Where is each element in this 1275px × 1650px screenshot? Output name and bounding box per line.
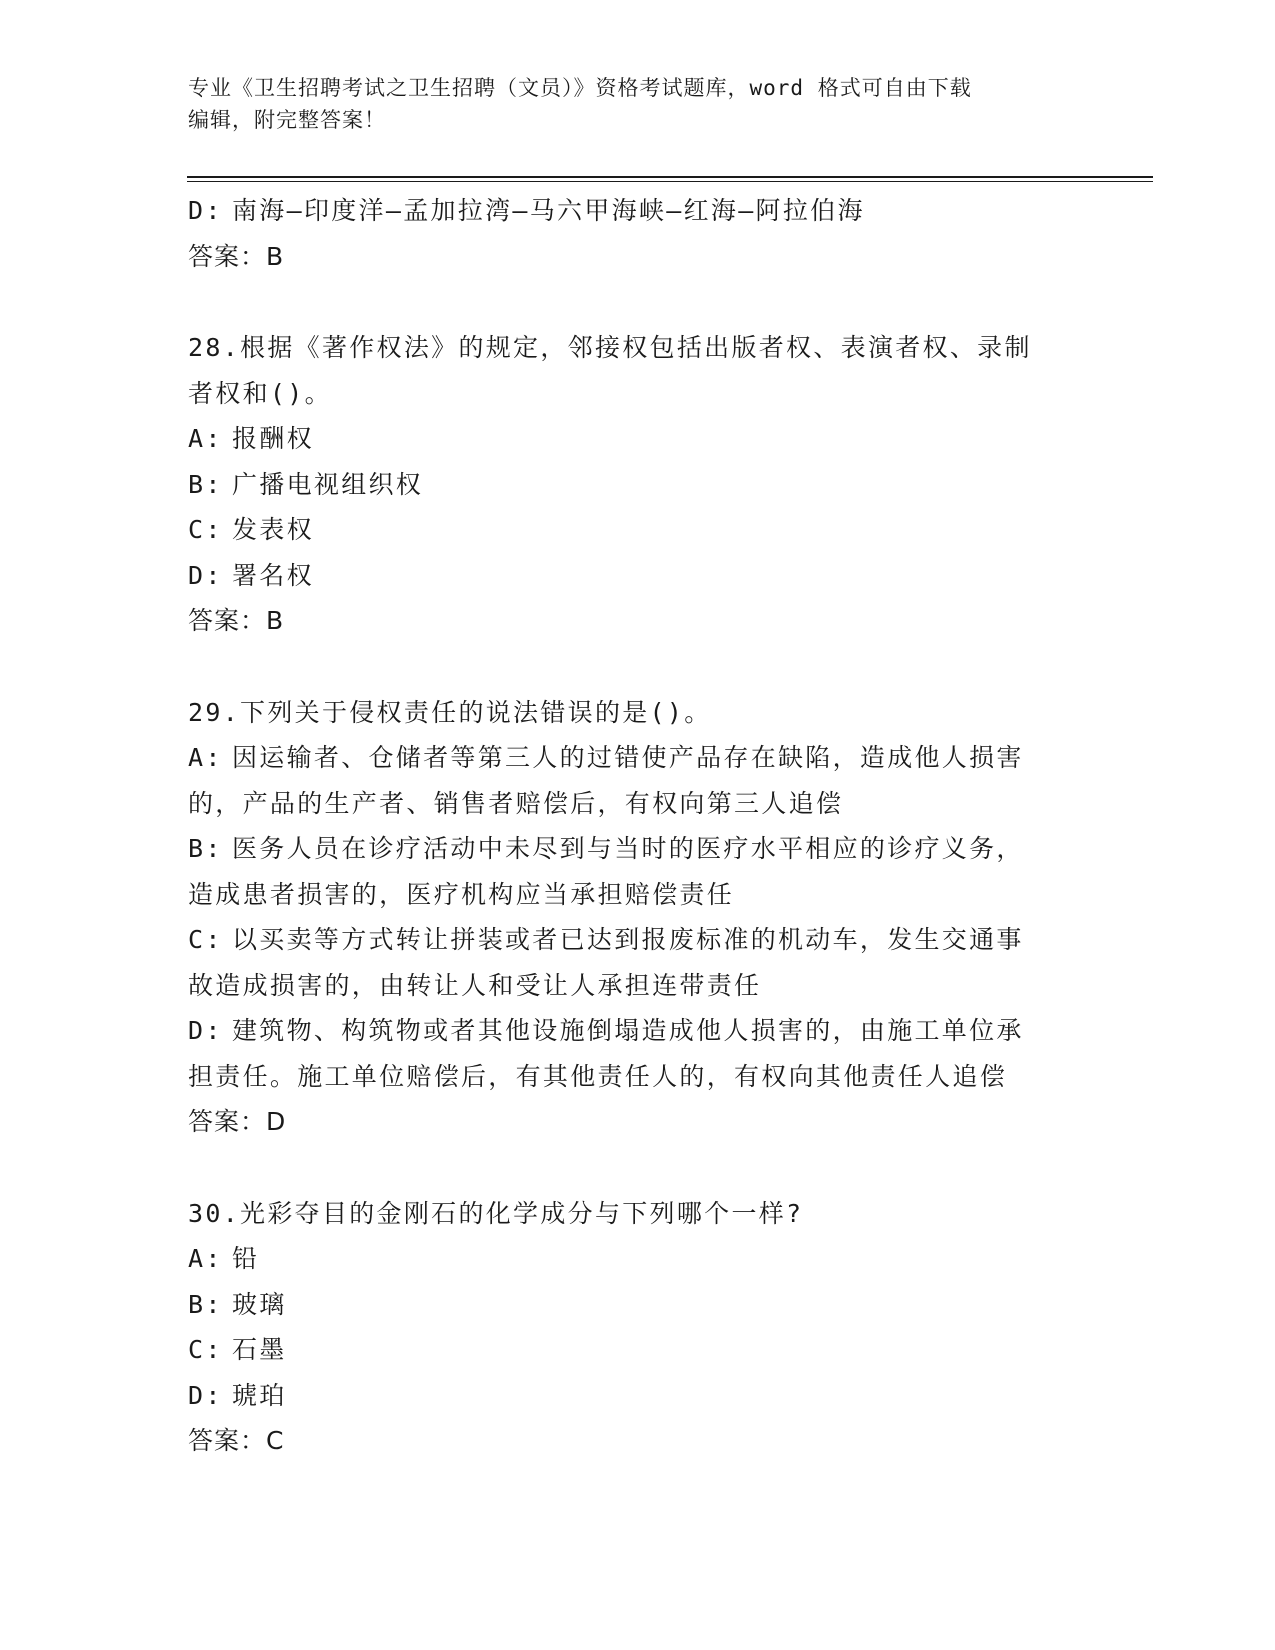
option-a-continued: 的，产品的生产者、销售者赔偿后，有权向第三人追偿 [188,788,844,818]
question-stem-line: 30.光彩夺目的金刚石的化学成分与下列哪个一样? [188,1198,804,1228]
option-letter: B: [188,469,223,499]
header-line-1: 专业《卫生招聘考试之卫生招聘（文员）》资格考试题库，word 格式可自由下载 [188,76,972,100]
answer: 答案：D [188,1107,287,1136]
header-divider-thin [187,181,1153,182]
question-29 [188,690,1088,1145]
option-d [188,1008,1088,1054]
option-letter: D: [188,1380,223,1410]
answer: 答案：B [188,606,285,635]
option-text: 以买卖等方式转让拼装或者已达到报废标准的机动车，发生交通事 [232,925,1024,954]
header-divider-thick [187,176,1153,178]
option-text: 发表权 [232,515,314,544]
question-30 [188,1191,1088,1464]
document-header [188,72,1088,136]
question-stem-line: 者权和()。 [188,378,332,408]
option-letter: A: [188,1244,223,1273]
answer: 答案：C [188,1426,285,1455]
option-text: 南海—印度洋—孟加拉湾—马六甲海峡—红海—阿拉伯海 [232,196,865,225]
prev-answer: 答案：B [188,241,285,271]
option-d [188,1373,1088,1419]
option-text: 广播电视组织权 [232,469,424,499]
option-a [188,1236,1088,1282]
question-stem-line: 29.下列关于侵权责任的说法错误的是()。 [188,697,712,727]
option-letter: B: [188,834,223,863]
option-text: 石墨 [232,1335,287,1364]
option-b [188,462,1088,508]
question-28 [188,325,1088,644]
option-letter: C: [188,925,223,954]
option-b-continued: 造成患者损害的，医疗机构应当承担赔偿责任 [188,879,735,909]
option-text: 医务人员在诊疗活动中未尽到与当时的医疗水平相应的诊疗义务， [232,834,1024,863]
option-d [188,553,1088,599]
option-b [188,1282,1088,1328]
option-text: 因运输者、仓储者等第三人的过错使产品存在缺陷，造成他人损害 [232,743,1024,772]
option-letter: D: [188,560,223,590]
prev-option-d [188,188,1088,234]
option-letter: D: [188,196,223,225]
option-letter: B: [188,1289,223,1319]
option-c-continued: 故造成损害的，由转让人和受让人承担连带责任 [188,970,762,1000]
option-c [188,917,1088,963]
option-c [188,1327,1088,1373]
option-text: 建筑物、构筑物或者其他设施倒塌造成他人损害的，由施工单位承 [232,1016,1024,1045]
option-text: 铅 [232,1244,260,1273]
option-letter: A: [188,743,223,772]
option-c [188,507,1088,553]
option-a [188,735,1088,781]
option-b [188,826,1088,872]
option-letter: C: [188,1335,223,1364]
option-letter: A: [188,424,223,453]
option-text: 署名权 [232,560,314,590]
header-line-2: 编辑，附完整答案！ [188,108,386,132]
option-text: 琥珀 [232,1380,287,1410]
option-text: 报酬权 [232,424,314,453]
question-stem-line: 28.根据《著作权法》的规定，邻接权包括出版者权、表演者权、录制 [188,333,1032,362]
option-a [188,416,1088,462]
question-list [188,188,1088,1464]
option-d-continued: 担责任。施工单位赔偿后，有其他责任人的，有权向其他责任人追偿 [188,1061,1008,1091]
option-text: 玻璃 [232,1289,287,1319]
option-letter: C: [188,515,223,544]
option-letter: D: [188,1016,223,1045]
